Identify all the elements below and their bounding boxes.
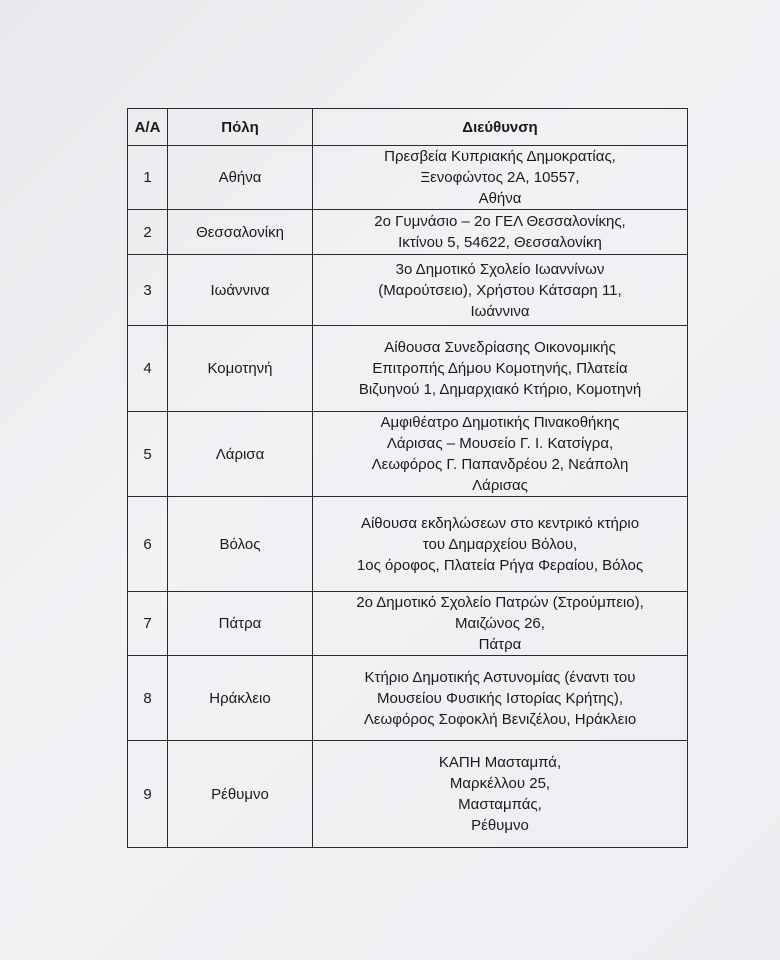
row-address xyxy=(313,326,688,412)
address-line: Αίθουσα εκδηλώσεων στο κεντρικό κτήριο xyxy=(360,514,640,532)
row-num: 5 xyxy=(128,412,168,497)
address-line: Λάρισας – Μουσείο Γ. Ι. Κατσίγρα, xyxy=(386,435,614,452)
table-row xyxy=(128,412,688,497)
row-num: 8 xyxy=(128,656,168,741)
address-line: Ικτίνου 5, 54622, Θεσσαλονίκη xyxy=(398,234,602,251)
address-line: 3ο Δημοτικό Σχολείο Ιωαννίνων xyxy=(395,260,605,278)
table-row xyxy=(128,497,688,592)
table-row xyxy=(128,741,688,848)
address-line: Πάτρα xyxy=(478,636,522,653)
row-address xyxy=(313,146,688,210)
row-address xyxy=(313,497,688,592)
row-num: 1 xyxy=(128,146,168,210)
table-row xyxy=(128,656,688,741)
address-line: Πρεσβεία Κυπριακής Δημοκρατίας, xyxy=(384,148,616,165)
table-header-row xyxy=(128,109,688,146)
header-address: Διεύθυνση xyxy=(313,109,688,146)
header-city: Πόλη xyxy=(168,109,313,146)
address-line: Ιωάννινα xyxy=(470,302,530,320)
row-city: Κομοτηνή xyxy=(168,326,313,412)
row-address xyxy=(313,255,688,326)
row-city: Πάτρα xyxy=(168,592,313,656)
address-line: Ρέθυμνο xyxy=(471,817,529,834)
address-line: ΚΑΠΗ Μασταμπά, xyxy=(438,754,562,771)
address-line: 2ο Γυμνάσιο – 2ο ΓΕΛ Θεσσαλονίκης, xyxy=(374,213,626,230)
row-address xyxy=(313,656,688,741)
address-line: Λάρισας xyxy=(472,477,528,494)
address-line: Μουσείου Φυσικής Ιστορίας Κρήτης), xyxy=(377,689,623,707)
address-line: Κτήριο Δημοτικής Αστυνομίας (έναντι του xyxy=(364,668,636,686)
address-line: Αθήνα xyxy=(478,190,522,207)
address-line: 2ο Δημοτικό Σχολείο Πατρών (Στρούμπειο), xyxy=(356,594,644,611)
table-row xyxy=(128,592,688,656)
address-line: Λεωφόρος Σοφοκλή Βενιζέλου, Ηράκλειο xyxy=(363,710,637,728)
row-city: Βόλος xyxy=(168,497,313,592)
table-row xyxy=(128,146,688,210)
row-num: 2 xyxy=(128,210,168,255)
row-num: 7 xyxy=(128,592,168,656)
row-address xyxy=(313,741,688,848)
table-row xyxy=(128,210,688,255)
row-num: 6 xyxy=(128,497,168,592)
row-num: 4 xyxy=(128,326,168,412)
address-line: του Δημαρχείου Βόλου, xyxy=(422,535,578,553)
header-num: Α/Α xyxy=(128,109,168,146)
table-row xyxy=(128,255,688,326)
row-city: Λάρισα xyxy=(168,412,313,497)
row-address xyxy=(313,210,688,255)
address-line: 1ος όροφος, Πλατεία Ρήγα Φεραίου, Βόλος xyxy=(356,556,644,574)
address-line: Βιζυηνού 1, Δημαρχιακό Κτήριο, Κομοτηνή xyxy=(358,381,642,398)
address-table xyxy=(127,108,688,848)
address-line: Ξενοφώντος 2Α, 10557, xyxy=(420,169,580,186)
row-address xyxy=(313,412,688,497)
table-row xyxy=(128,326,688,412)
address-line: Μασταμπάς, xyxy=(458,796,542,813)
row-city: Ιωάννινα xyxy=(168,255,313,326)
row-city: Θεσσαλονίκη xyxy=(168,210,313,255)
address-line: Μαρκέλλου 25, xyxy=(449,775,551,792)
row-address xyxy=(313,592,688,656)
row-city: Ρέθυμνο xyxy=(168,741,313,848)
address-line: Επιτροπής Δήμου Κομοτηνής, Πλατεία xyxy=(372,360,628,377)
address-line: Αμφιθέατρο Δημοτικής Πινακοθήκης xyxy=(380,414,620,431)
row-city: Ηράκλειο xyxy=(168,656,313,741)
address-line: Αίθουσα Συνεδρίασης Οικονομικής xyxy=(384,339,616,356)
address-line: Λεωφόρος Γ. Παπανδρέου 2, Νεάπολη xyxy=(371,456,629,473)
row-num: 9 xyxy=(128,741,168,848)
row-city: Αθήνα xyxy=(168,146,313,210)
row-num: 3 xyxy=(128,255,168,326)
address-line: (Μαρούτσειο), Χρήστου Κάτσαρη 11, xyxy=(378,281,622,299)
address-line: Μαιζώνος 26, xyxy=(455,615,545,632)
